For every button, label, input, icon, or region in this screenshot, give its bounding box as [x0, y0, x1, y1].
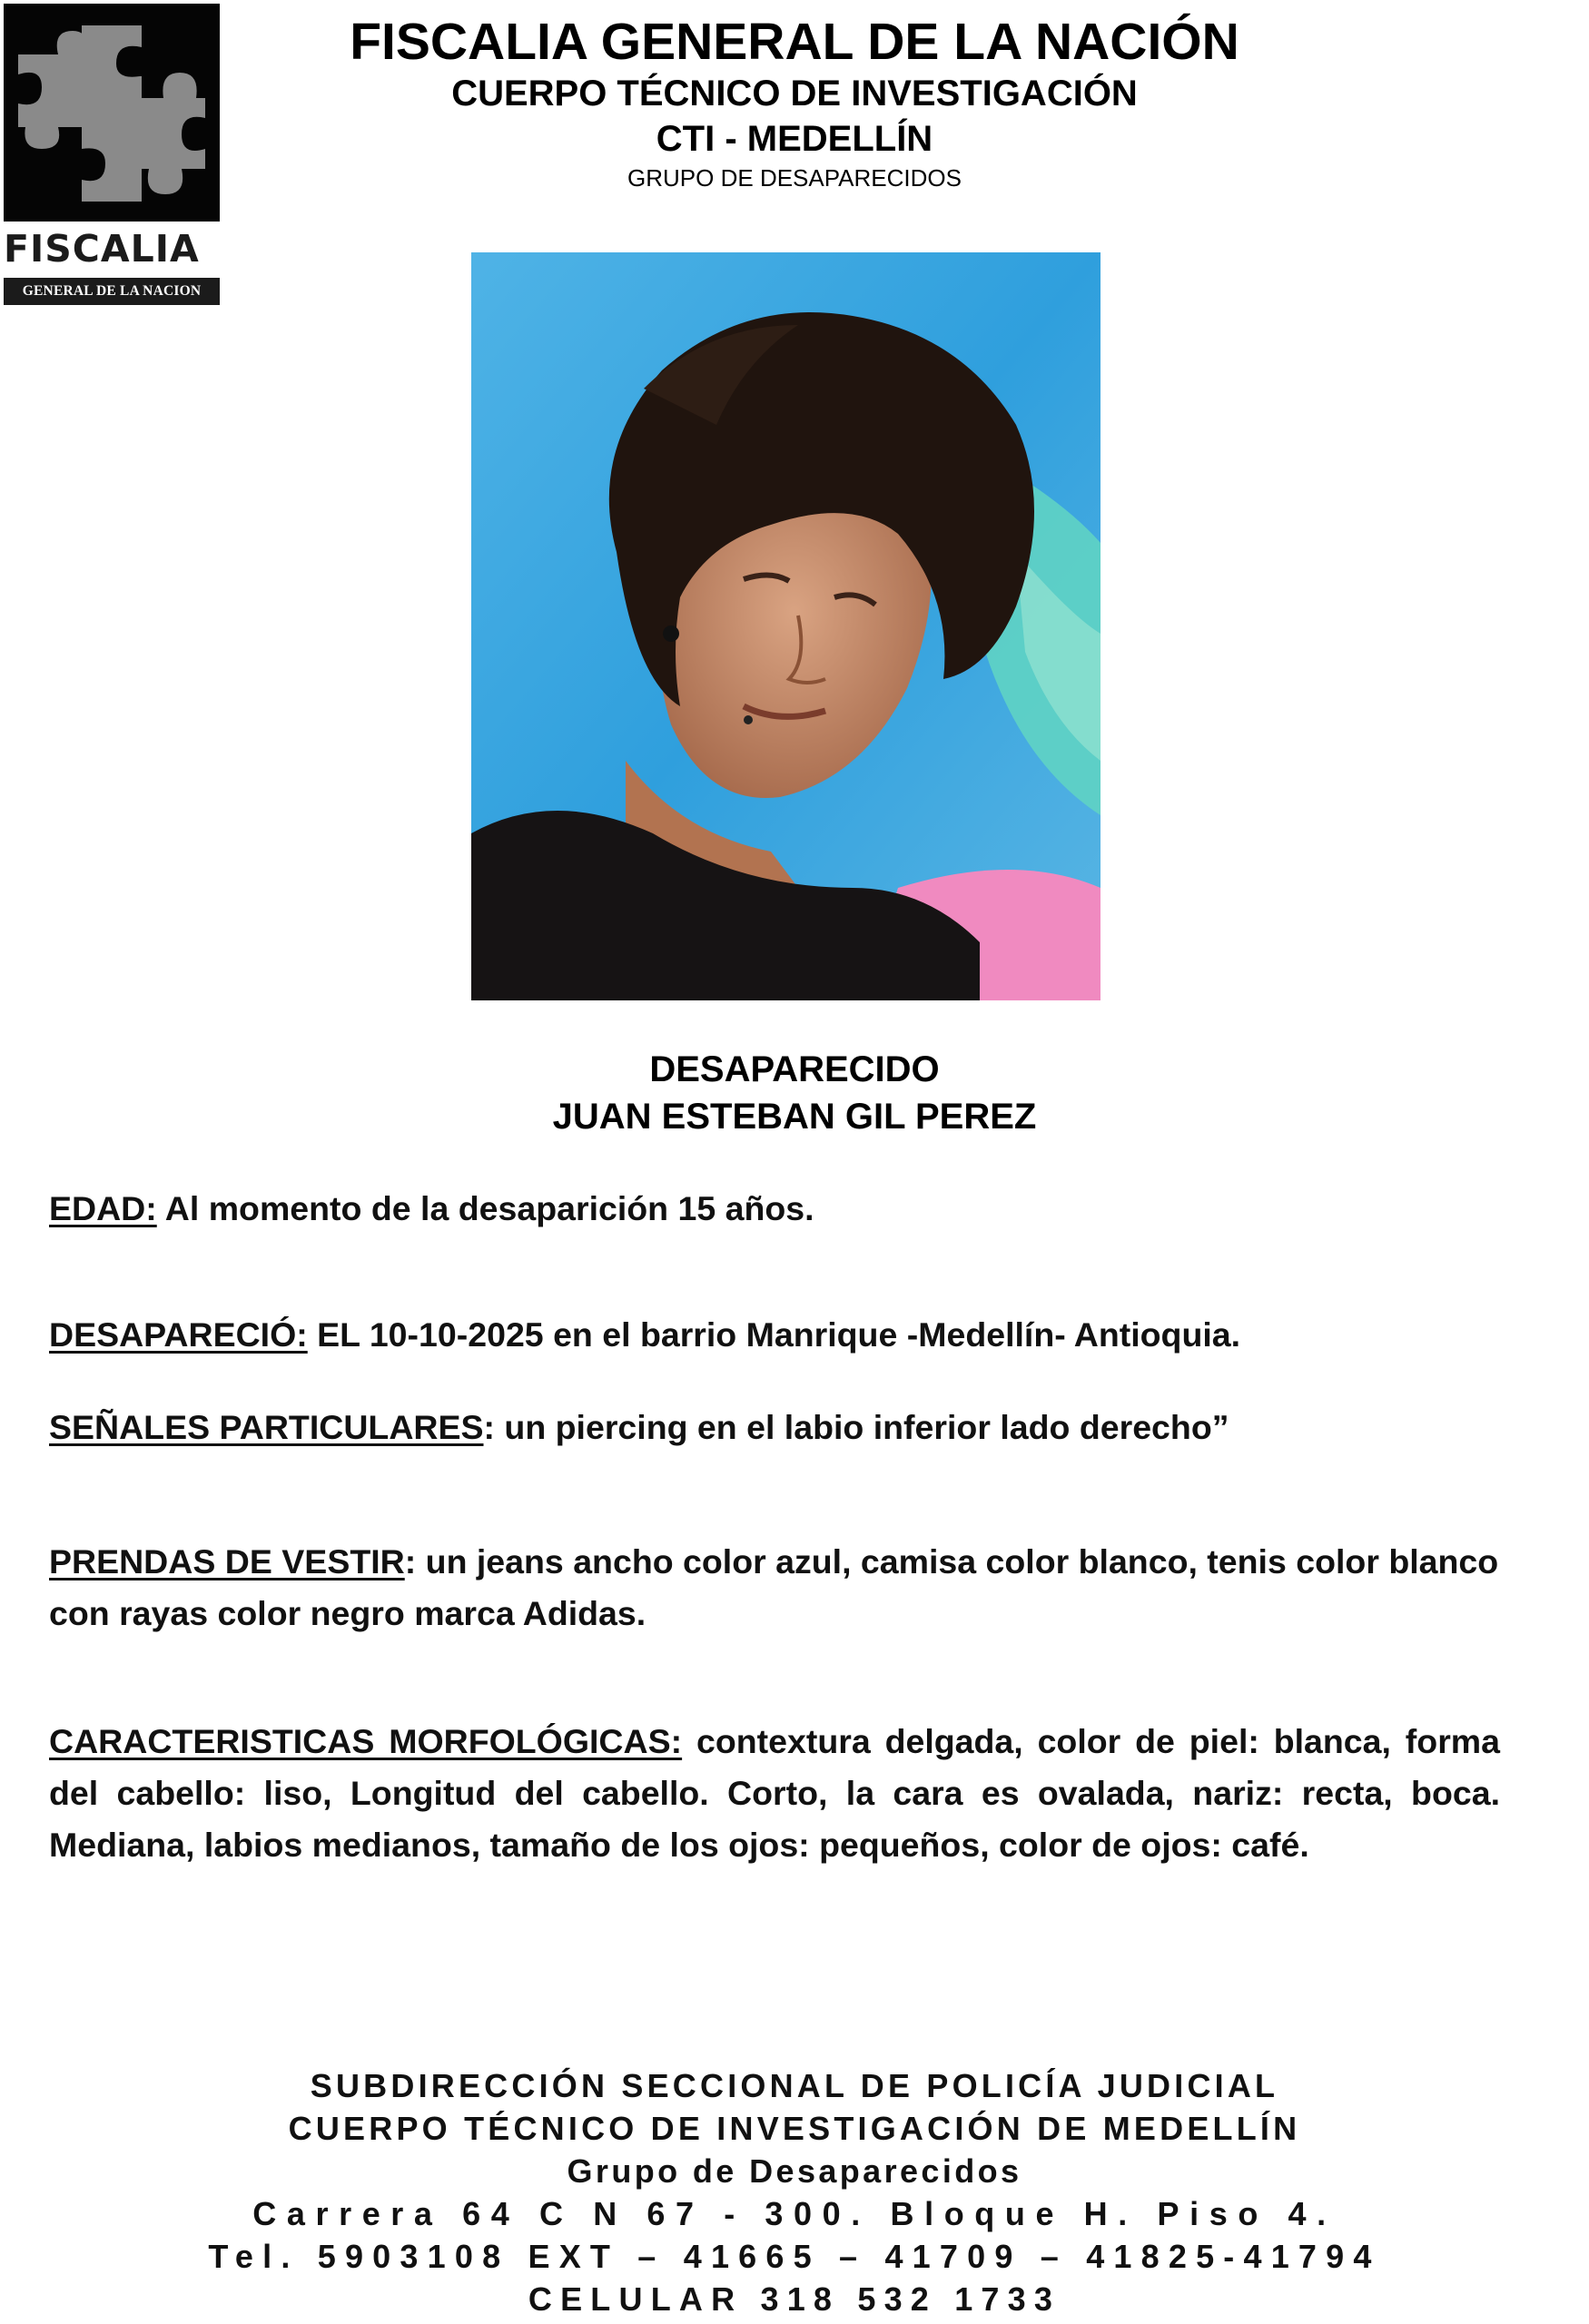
- logo-subtitle: GENERAL DE LA NACION: [4, 278, 220, 305]
- header-line-2: CUERPO TÉCNICO DE INVESTIGACIÓN: [451, 74, 1138, 113]
- fiscalia-logo: [4, 4, 220, 305]
- puzzle-piece-icon: [4, 4, 220, 222]
- field-senales-value: : un piercing en el labio inferior lado derecho”: [483, 1408, 1229, 1446]
- header-line-4: GRUPO DE DESAPARECIDOS: [627, 164, 962, 192]
- field-edad: [49, 1183, 1500, 1235]
- footer-line-2: CUERPO TÉCNICO DE INVESTIGACIÓN DE MEDELLÍN: [288, 2110, 1301, 2147]
- footer-address: Carrera 64 C N 67 - 300. Bloque H. Piso 4.: [252, 2195, 1337, 2232]
- field-edad-label: EDAD:: [49, 1189, 157, 1227]
- footer-line-3: Grupo de Desaparecidos: [567, 2152, 1022, 2190]
- page-title: FISCALIA GENERAL DE LA NACIÓN: [350, 13, 1239, 71]
- field-senales: [49, 1402, 1500, 1453]
- field-desaparecio-value: EL 10-10-2025 en el barrio Manrique -Medellín- Antioquia.: [307, 1315, 1241, 1354]
- footer-line-1: SUBDIRECCIÓN SECCIONAL DE POLICÍA JUDICIAL: [310, 2067, 1279, 2104]
- field-caracteristicas: [49, 1716, 1500, 1871]
- logo-wordmark: FISCALIA: [4, 227, 200, 271]
- header-line-3: CTI - MEDELLÍN: [656, 119, 933, 159]
- person-name: JUAN ESTEBAN GIL PEREZ: [552, 1097, 1037, 1137]
- field-prendas-value: : un jeans ancho color azul, camisa color blanco, tenis color blanco con rayas color negro marca Adidas.: [49, 1542, 1499, 1632]
- field-desaparecio: [49, 1309, 1500, 1361]
- field-prendas-label: PRENDAS DE VESTIR: [49, 1542, 405, 1581]
- footer-mobile: CELULAR 318 532 1733: [528, 2280, 1061, 2318]
- missing-person-photo: [471, 252, 1100, 1000]
- missing-status: DESAPARECIDO: [649, 1049, 940, 1089]
- field-edad-value: Al momento de la desaparición 15 años.: [156, 1189, 814, 1227]
- field-caracteristicas-label: CARACTERISTICAS MORFOLÓGICAS:: [49, 1722, 683, 1760]
- footer-phone: Tel. 5903108 EXT – 41665 – 41709 – 41825-41794: [208, 2238, 1381, 2275]
- field-caracteristicas-value: contextura delgada, color de piel: blanca, forma del cabello: liso, Longitud del cabello. Corto, la cara es ovalada, nariz: recta, boca. Mediana, labios medianos, tamaño de los ojos: pequeños, color de ojos: café.: [49, 1722, 1500, 1864]
- field-desaparecio-label: DESAPARECIÓ:: [49, 1315, 308, 1354]
- field-senales-label: SEÑALES PARTICULARES: [49, 1408, 484, 1446]
- field-prendas: [49, 1536, 1500, 1640]
